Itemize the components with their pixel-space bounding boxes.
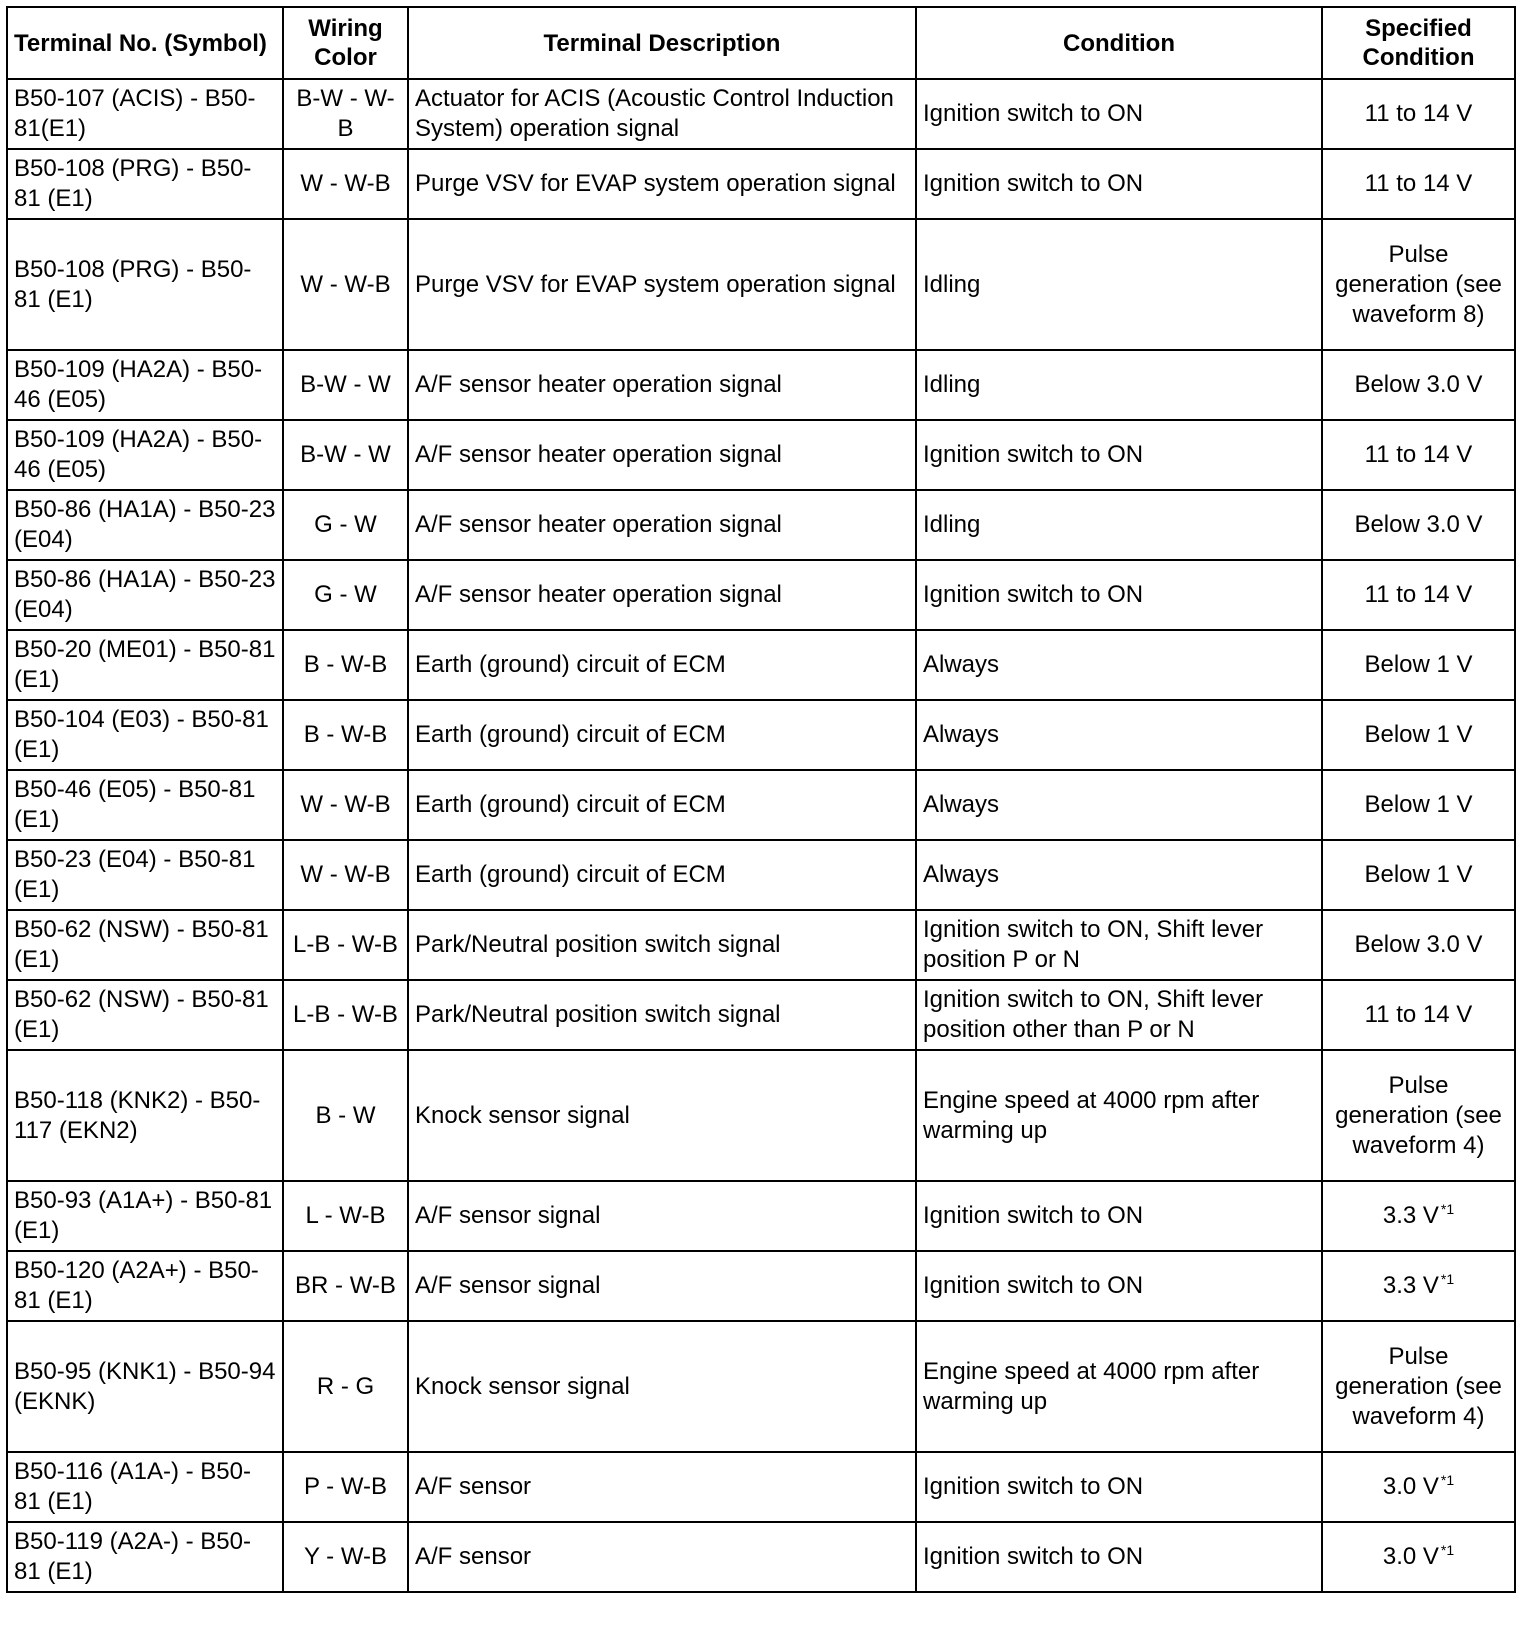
specified-condition-text: 3.3 V (1382, 1202, 1439, 1229)
table-row (7, 1181, 1515, 1251)
wiring-color-text: BR - W-B (295, 1272, 396, 1299)
table-row (7, 1452, 1515, 1522)
terminal-cell (7, 980, 283, 1050)
description-cell (408, 1321, 916, 1452)
condition-text: Always (923, 861, 1000, 888)
description-text: Purge VSV for EVAP system operation signal (415, 170, 896, 197)
terminal-text: B50-120 (A2A+) - B50-81 (E1) (14, 1257, 259, 1314)
header-terminal-description: Terminal Description (408, 7, 916, 79)
specified-condition-cell (1322, 79, 1515, 149)
specified-condition-cell (1322, 149, 1515, 219)
description-cell (408, 840, 916, 910)
wiring-color-text: B - W (315, 1101, 376, 1129)
wiring-color-cell (283, 1452, 408, 1522)
description-cell (408, 1452, 916, 1522)
description-cell (408, 490, 916, 560)
wiring-color-cell (283, 1251, 408, 1321)
terminal-cell (7, 1522, 283, 1592)
terminal-text: B50-119 (A2A-) - B50-81 (E1) (14, 1528, 251, 1585)
description-cell (408, 219, 916, 350)
specified-condition-text: 11 to 14 V (1364, 441, 1473, 468)
terminal-cell (7, 630, 283, 700)
footnote-marker: *1 (1440, 1542, 1455, 1558)
terminal-cell (7, 700, 283, 770)
terminal-text: B50-23 (E04) - B50-81 (E1) (14, 846, 256, 903)
condition-text: Engine speed at 4000 rpm after warming up (923, 1086, 1260, 1144)
description-cell (408, 770, 916, 840)
description-text: Earth (ground) circuit of ECM (415, 651, 726, 678)
terminal-cell (7, 1452, 283, 1522)
description-cell (408, 420, 916, 490)
table-header (7, 7, 1515, 79)
description-cell (408, 910, 916, 980)
description-cell (408, 1181, 916, 1251)
wiring-color-cell (283, 840, 408, 910)
terminal-cell (7, 1050, 283, 1181)
table-row (7, 1251, 1515, 1321)
description-cell (408, 980, 916, 1050)
condition-text: Ignition switch to ON, Shift lever position other than P or N (923, 986, 1264, 1043)
specified-condition-cell (1322, 770, 1515, 840)
condition-text: Ignition switch to ON (923, 170, 1144, 197)
description-text: Park/Neutral position switch signal (415, 931, 781, 958)
specified-condition-cell (1322, 630, 1515, 700)
header-row (7, 7, 1515, 79)
terminal-cell (7, 1321, 283, 1452)
description-text: Actuator for ACIS (Acoustic Control Induction System) operation signal (415, 85, 894, 142)
wiring-color-text: L - W-B (305, 1202, 386, 1229)
terminal-text: B50-20 (ME01) - B50-81 (E1) (14, 636, 276, 693)
description-cell (408, 79, 916, 149)
header-wiring-color: Wiring Color (283, 7, 408, 79)
wiring-color-cell (283, 1050, 408, 1181)
description-text: A/F sensor signal (415, 1272, 601, 1299)
terminal-text: B50-118 (KNK2) - B50-117 (EKN2) (14, 1086, 261, 1144)
condition-cell (916, 1522, 1322, 1592)
condition-cell (916, 910, 1322, 980)
terminal-text: B50-95 (KNK1) - B50-94 (EKNK) (14, 1357, 276, 1415)
specified-condition-cell (1322, 700, 1515, 770)
condition-cell (916, 1321, 1322, 1452)
description-text: Earth (ground) circuit of ECM (415, 861, 726, 888)
condition-text: Ignition switch to ON (923, 1543, 1144, 1570)
table-body (7, 79, 1515, 1592)
condition-text: Engine speed at 4000 rpm after warming up (923, 1357, 1260, 1415)
condition-cell (916, 980, 1322, 1050)
specified-condition-text: 3.0 V (1382, 1473, 1439, 1500)
wiring-color-cell (283, 490, 408, 560)
footnote-marker: *1 (1440, 1472, 1455, 1488)
table-row (7, 219, 1515, 350)
terminal-text: B50-107 (ACIS) - B50-81(E1) (14, 85, 256, 142)
wiring-color-text: L-B - W-B (293, 1001, 398, 1028)
wiring-color-cell (283, 1321, 408, 1452)
specified-condition-text: Below 3.0 V (1354, 511, 1483, 538)
description-text: A/F sensor heater operation signal (415, 581, 782, 608)
condition-cell (916, 420, 1322, 490)
terminal-cell (7, 1181, 283, 1251)
description-cell (408, 1251, 916, 1321)
wiring-color-cell (283, 1522, 408, 1592)
header-specified-condition: Specified Condition (1322, 7, 1515, 79)
table-row (7, 1321, 1515, 1452)
terminal-text: B50-116 (A1A-) - B50-81 (E1) (14, 1458, 251, 1515)
header-condition: Condition (916, 7, 1322, 79)
condition-text: Always (923, 721, 1000, 748)
table-row (7, 490, 1515, 560)
condition-cell (916, 770, 1322, 840)
condition-text: Ignition switch to ON (923, 1202, 1144, 1229)
table-row (7, 420, 1515, 490)
description-text: A/F sensor heater operation signal (415, 511, 782, 538)
condition-text: Ignition switch to ON (923, 1272, 1144, 1299)
specified-condition-text: 11 to 14 V (1364, 170, 1473, 197)
specified-condition-text: Below 1 V (1364, 791, 1473, 818)
condition-text: Ignition switch to ON (923, 1473, 1144, 1500)
specified-condition-cell (1322, 1050, 1515, 1181)
wiring-color-cell (283, 560, 408, 630)
condition-cell (916, 1452, 1322, 1522)
description-cell (408, 560, 916, 630)
wiring-color-text: B-W - W (300, 441, 391, 468)
footnote-marker: *1 (1440, 1271, 1455, 1287)
specified-condition-cell (1322, 1181, 1515, 1251)
wiring-color-text: G - W (314, 581, 377, 608)
terminal-text: B50-109 (HA2A) - B50-46 (E05) (14, 356, 263, 413)
wiring-color-text: B-W - W-B (296, 85, 395, 142)
terminal-cell (7, 560, 283, 630)
terminal-text: B50-62 (NSW) - B50-81 (E1) (14, 916, 269, 973)
terminal-text: B50-93 (A1A+) - B50-81 (E1) (14, 1187, 273, 1244)
specified-condition-text: Below 3.0 V (1354, 371, 1483, 398)
description-text: A/F sensor (415, 1473, 532, 1500)
specified-condition-text: Pulse generation (see waveform 4) (1335, 1342, 1502, 1430)
specified-condition-text: Pulse generation (see waveform 4) (1335, 1071, 1502, 1159)
condition-cell (916, 1181, 1322, 1251)
terminal-text: B50-108 (PRG) - B50-81 (E1) (14, 155, 252, 212)
table-row (7, 560, 1515, 630)
table-row (7, 350, 1515, 420)
wiring-color-cell (283, 700, 408, 770)
wiring-color-text: W - W-B (300, 270, 391, 298)
condition-text: Idling (923, 270, 981, 298)
description-text: Earth (ground) circuit of ECM (415, 791, 726, 818)
table-row (7, 149, 1515, 219)
description-text: A/F sensor heater operation signal (415, 371, 782, 398)
specified-condition-cell (1322, 219, 1515, 350)
wiring-color-cell (283, 420, 408, 490)
specified-condition-text: 11 to 14 V (1364, 1001, 1473, 1028)
table-row (7, 1522, 1515, 1592)
terminal-cell (7, 149, 283, 219)
specified-condition-text: 11 to 14 V (1364, 100, 1473, 127)
description-cell (408, 700, 916, 770)
condition-text: Ignition switch to ON, Shift lever position P or N (923, 916, 1264, 973)
condition-cell (916, 560, 1322, 630)
specified-condition-cell (1322, 1251, 1515, 1321)
specified-condition-cell (1322, 490, 1515, 560)
terminal-cell (7, 770, 283, 840)
table-row (7, 980, 1515, 1050)
terminal-cell (7, 420, 283, 490)
description-text: Knock sensor signal (415, 1372, 630, 1400)
header-terminal: Terminal No. (Symbol) (7, 7, 283, 79)
table-row (7, 770, 1515, 840)
description-cell (408, 630, 916, 700)
wiring-color-cell (283, 1181, 408, 1251)
terminal-text: B50-62 (NSW) - B50-81 (E1) (14, 986, 269, 1043)
specified-condition-text: Below 1 V (1364, 721, 1473, 748)
terminal-cell (7, 490, 283, 560)
specified-condition-cell (1322, 1522, 1515, 1592)
description-cell (408, 350, 916, 420)
wiring-color-text: L-B - W-B (293, 931, 398, 958)
condition-cell (916, 79, 1322, 149)
terminal-cell (7, 219, 283, 350)
terminal-cell (7, 79, 283, 149)
terminal-text: B50-104 (E03) - B50-81 (E1) (14, 706, 269, 763)
specified-condition-cell (1322, 840, 1515, 910)
wiring-color-text: P - W-B (303, 1473, 388, 1500)
description-text: A/F sensor heater operation signal (415, 441, 782, 468)
condition-cell (916, 700, 1322, 770)
specified-condition-text: 3.0 V (1382, 1543, 1439, 1570)
description-text: A/F sensor (415, 1543, 532, 1570)
specified-condition-cell (1322, 980, 1515, 1050)
condition-cell (916, 1050, 1322, 1181)
terminal-text: B50-86 (HA1A) - B50-23 (E04) (14, 496, 276, 553)
terminal-cell (7, 350, 283, 420)
ecm-terminal-table (6, 6, 1516, 1593)
specified-condition-cell (1322, 560, 1515, 630)
table-row (7, 700, 1515, 770)
specified-condition-text: 11 to 14 V (1364, 581, 1473, 608)
specified-condition-text: 3.3 V (1382, 1272, 1439, 1299)
condition-cell (916, 350, 1322, 420)
terminal-cell (7, 910, 283, 980)
wiring-color-text: W - W-B (300, 861, 391, 888)
description-cell (408, 1522, 916, 1592)
description-text: Knock sensor signal (415, 1101, 630, 1129)
wiring-color-text: W - W-B (300, 791, 391, 818)
specified-condition-cell (1322, 1452, 1515, 1522)
condition-text: Idling (923, 511, 981, 538)
terminal-text: B50-46 (E05) - B50-81 (E1) (14, 776, 256, 833)
terminal-cell (7, 840, 283, 910)
wiring-color-cell (283, 219, 408, 350)
wiring-color-cell (283, 149, 408, 219)
wiring-color-cell (283, 980, 408, 1050)
condition-text: Always (923, 791, 1000, 818)
wiring-color-cell (283, 350, 408, 420)
condition-text: Ignition switch to ON (923, 100, 1144, 127)
wiring-color-cell (283, 79, 408, 149)
specified-condition-cell (1322, 420, 1515, 490)
description-text: Purge VSV for EVAP system operation signal (415, 270, 896, 298)
table-row (7, 630, 1515, 700)
table-row (7, 840, 1515, 910)
condition-text: Ignition switch to ON (923, 581, 1144, 608)
condition-cell (916, 149, 1322, 219)
condition-cell (916, 630, 1322, 700)
condition-cell (916, 490, 1322, 560)
wiring-color-text: G - W (314, 511, 377, 538)
condition-cell (916, 1251, 1322, 1321)
condition-text: Ignition switch to ON (923, 441, 1144, 468)
footnote-marker: *1 (1440, 1201, 1455, 1217)
wiring-color-text: W - W-B (300, 170, 391, 197)
description-text: Earth (ground) circuit of ECM (415, 721, 726, 748)
wiring-color-text: B - W-B (303, 721, 388, 748)
table-row (7, 79, 1515, 149)
terminal-text: B50-108 (PRG) - B50-81 (E1) (14, 255, 252, 313)
terminal-text: B50-86 (HA1A) - B50-23 (E04) (14, 566, 276, 623)
terminal-cell (7, 1251, 283, 1321)
terminal-text: B50-109 (HA2A) - B50-46 (E05) (14, 426, 263, 483)
wiring-color-text: B - W-B (303, 651, 388, 678)
wiring-color-text: B-W - W (300, 371, 391, 398)
wiring-color-cell (283, 630, 408, 700)
description-cell (408, 1050, 916, 1181)
condition-text: Always (923, 651, 1000, 678)
wiring-color-cell (283, 910, 408, 980)
specified-condition-text: Below 3.0 V (1354, 931, 1483, 958)
specified-condition-text: Below 1 V (1364, 861, 1473, 888)
description-text: A/F sensor signal (415, 1202, 601, 1229)
table-row (7, 1050, 1515, 1181)
condition-text: Idling (923, 371, 981, 398)
specified-condition-text: Below 1 V (1364, 651, 1473, 678)
specified-condition-cell (1322, 350, 1515, 420)
condition-cell (916, 219, 1322, 350)
condition-cell (916, 840, 1322, 910)
wiring-color-text: R - G (316, 1372, 375, 1400)
wiring-color-text: Y - W-B (303, 1543, 388, 1570)
wiring-color-cell (283, 770, 408, 840)
specified-condition-text: Pulse generation (see waveform 8) (1335, 240, 1502, 328)
specified-condition-cell (1322, 1321, 1515, 1452)
description-text: Park/Neutral position switch signal (415, 1001, 781, 1028)
specified-condition-cell (1322, 910, 1515, 980)
description-cell (408, 149, 916, 219)
table-row (7, 910, 1515, 980)
